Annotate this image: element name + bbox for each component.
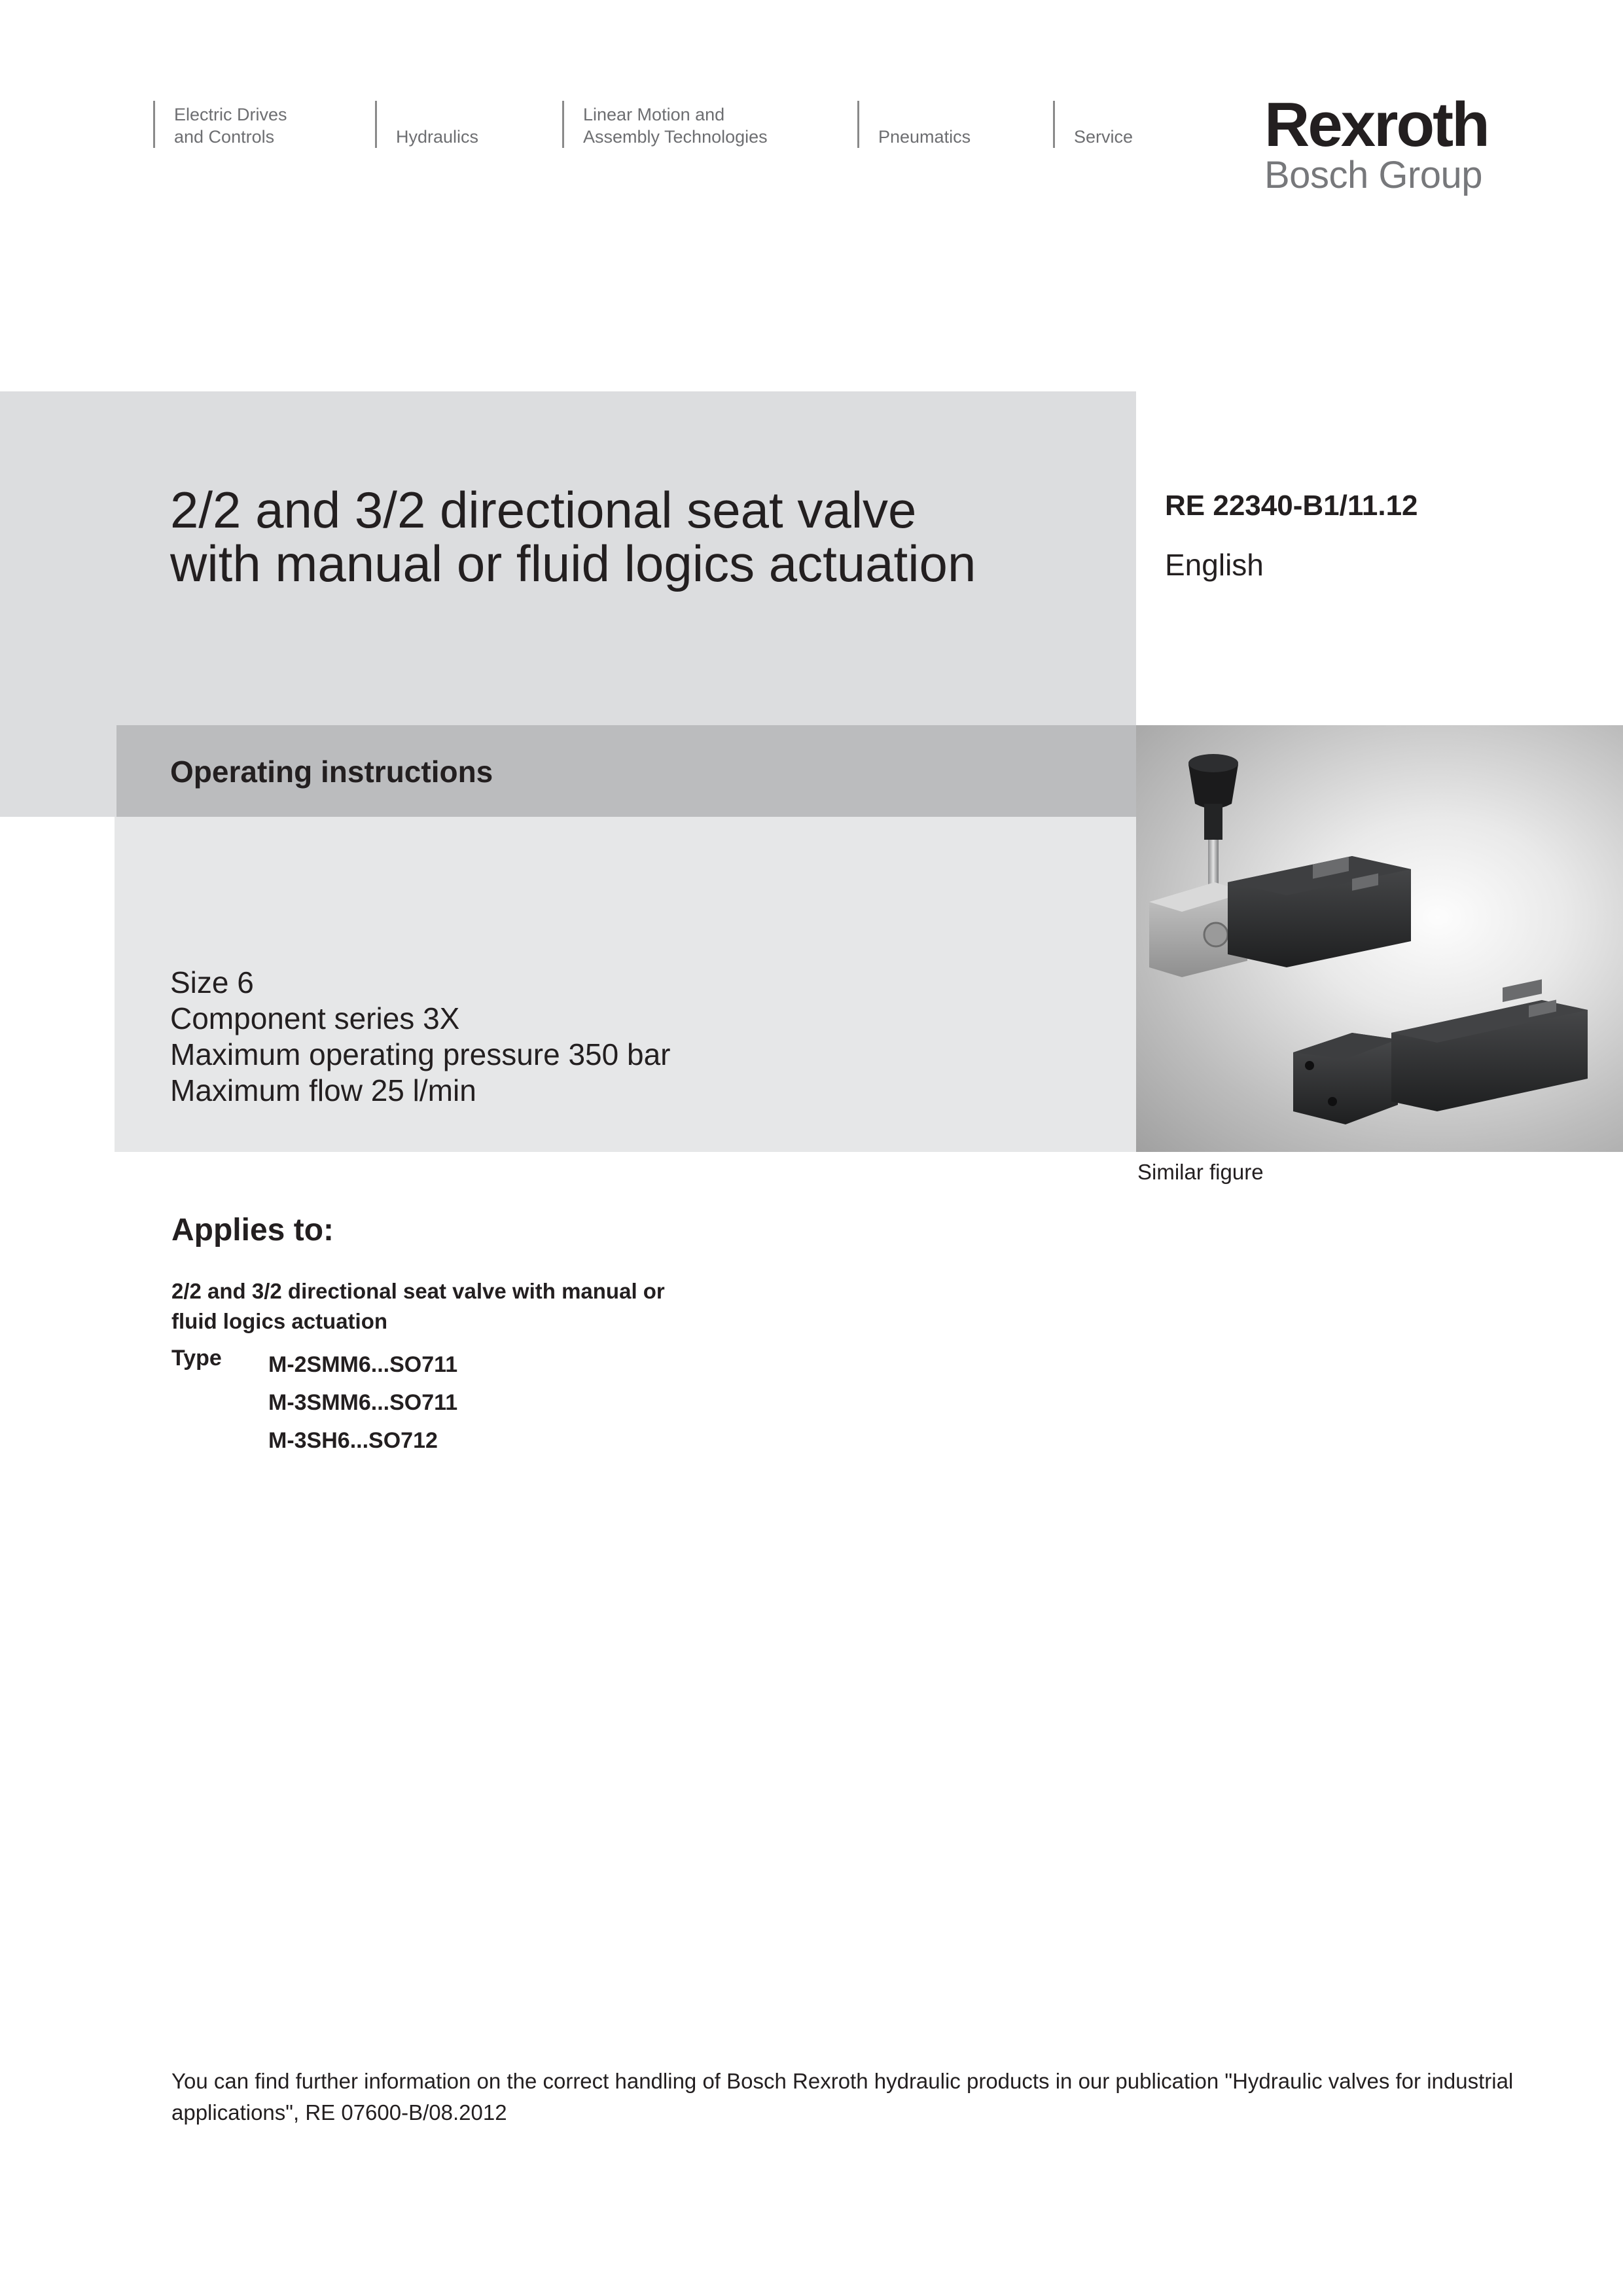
division-label-line2: and Controls	[174, 127, 275, 147]
spec-series: Component series 3X	[170, 1001, 460, 1035]
applies-heading: Applies to:	[171, 1213, 334, 1247]
title-band-extension	[0, 725, 116, 817]
title-line-2: with manual or fluid logics actuation	[170, 535, 976, 592]
applies-description	[171, 1276, 665, 1336]
spec-flow: Maximum flow 25 l/min	[170, 1073, 476, 1107]
division-label-line2: Pneumatics	[878, 127, 971, 147]
product-photo	[1136, 725, 1623, 1152]
division-hydraulics	[375, 101, 479, 148]
spec-pressure: Maximum operating pressure 350 bar	[170, 1037, 671, 1071]
applies-desc-line-1: 2/2 and 3/2 directional seat valve with manual or	[171, 1279, 665, 1303]
type-label: Type	[171, 1346, 222, 1371]
division-label-line2: Hydraulics	[396, 127, 479, 147]
division-label-line2: Service	[1074, 127, 1133, 147]
section-title: Operating instructions	[170, 755, 493, 789]
spec-size: Size 6	[170, 965, 254, 999]
footer-note: You can find further information on the correct handling of Bosch Rexroth hydraulic products in our publication "Hydraulic valves for industrial applications", RE 07600-B/08.2012	[171, 2069, 1514, 2125]
logo-brand: Rexroth	[1264, 90, 1488, 160]
division-label-line1: Linear Motion and	[583, 105, 725, 124]
division-electric-drives	[153, 101, 287, 148]
valve-illustration	[1136, 725, 1623, 1152]
division-label-line1: Electric Drives	[174, 105, 287, 124]
spec-list	[170, 965, 670, 1109]
division-service	[1053, 101, 1133, 148]
document-number: RE 22340-B1/11.12	[1165, 490, 1418, 522]
division-pneumatics	[857, 101, 971, 148]
applies-desc-line-2: fluid logics actuation	[171, 1309, 388, 1333]
figure-caption: Similar figure	[1137, 1160, 1264, 1184]
type-item: M-2SMM6...SO711	[268, 1352, 458, 1377]
title-line-1: 2/2 and 3/2 directional seat valve	[170, 481, 917, 539]
type-item: M-3SH6...SO712	[268, 1428, 438, 1453]
division-label-line2: Assembly Technologies	[583, 127, 768, 147]
rexroth-logo	[1264, 90, 1507, 196]
division-linear-motion	[562, 101, 768, 148]
logo-group: Bosch Group	[1264, 154, 1483, 196]
document-title	[170, 483, 976, 590]
type-list	[268, 1346, 457, 1460]
document-language: English	[1165, 548, 1264, 582]
type-item: M-3SMM6...SO711	[268, 1390, 458, 1415]
